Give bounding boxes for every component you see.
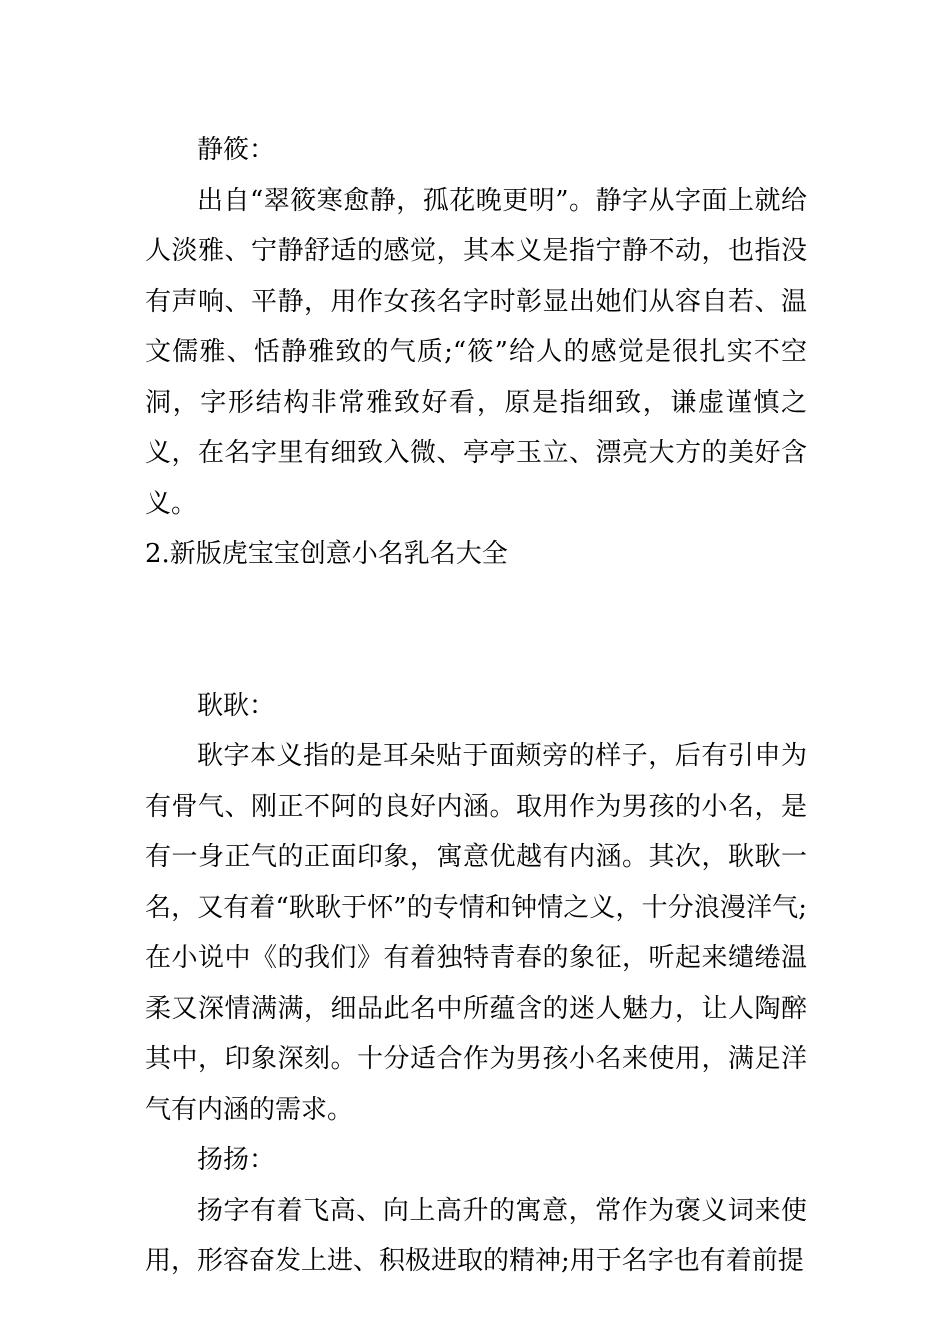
name-label-jingxiao: 静筱： [197, 135, 276, 165]
paragraph-yangyang: 扬字有着飞高、向上高升的寓意，常作为褒义词来使用，形容奋发上进、积极进取的精神;用于名字也有着前提 [145, 1195, 807, 1276]
name-label-genggeng: 耿耿： [197, 690, 276, 721]
name-label-yangyang: 扬扬： [197, 1145, 276, 1175]
blank-space [145, 580, 807, 681]
paragraph-jingxiao: 出自“翠筱寒愈静，孤花晚更明”。静字从字面上就给人淡雅、宁静舒适的感觉，其本义是指宁静不动，也指没有声响、平静，用作女孩名字时彰显出她们从容自若、温文儒雅、恬静雅致的气质;“筱”给人的感觉是很扎实不空洞，字形结构非常雅致好看，原是指细致，谦虚谨慎之义，在名字里有细致入微、亭亭玉立、漂亮大方的美好含义。 [145, 185, 807, 519]
document-body [145, 125, 807, 1287]
section-heading: 2.新版虎宝宝创意小名乳名大全 [145, 539, 508, 569]
paragraph-genggeng: 耿字本义指的是耳朵贴于面颊旁的样子，后有引申为有骨气、刚正不阿的良好内涵。取用作为男孩的小名，是有一身正气的正面印象，寓意优越有内涵。其次，耿耿一名，又有着“耿耿于怀”的专情和钟情之义，十分浪漫洋气;在小说中《的我们》有着独特青春的象征，听起来缱绻温柔又深情满满，细品此名中所蕴含的迷人魅力，让人陶醉其中，印象深刻。十分适合作为男孩小名来使用，满足洋气有内涵的需求。 [145, 741, 807, 1125]
